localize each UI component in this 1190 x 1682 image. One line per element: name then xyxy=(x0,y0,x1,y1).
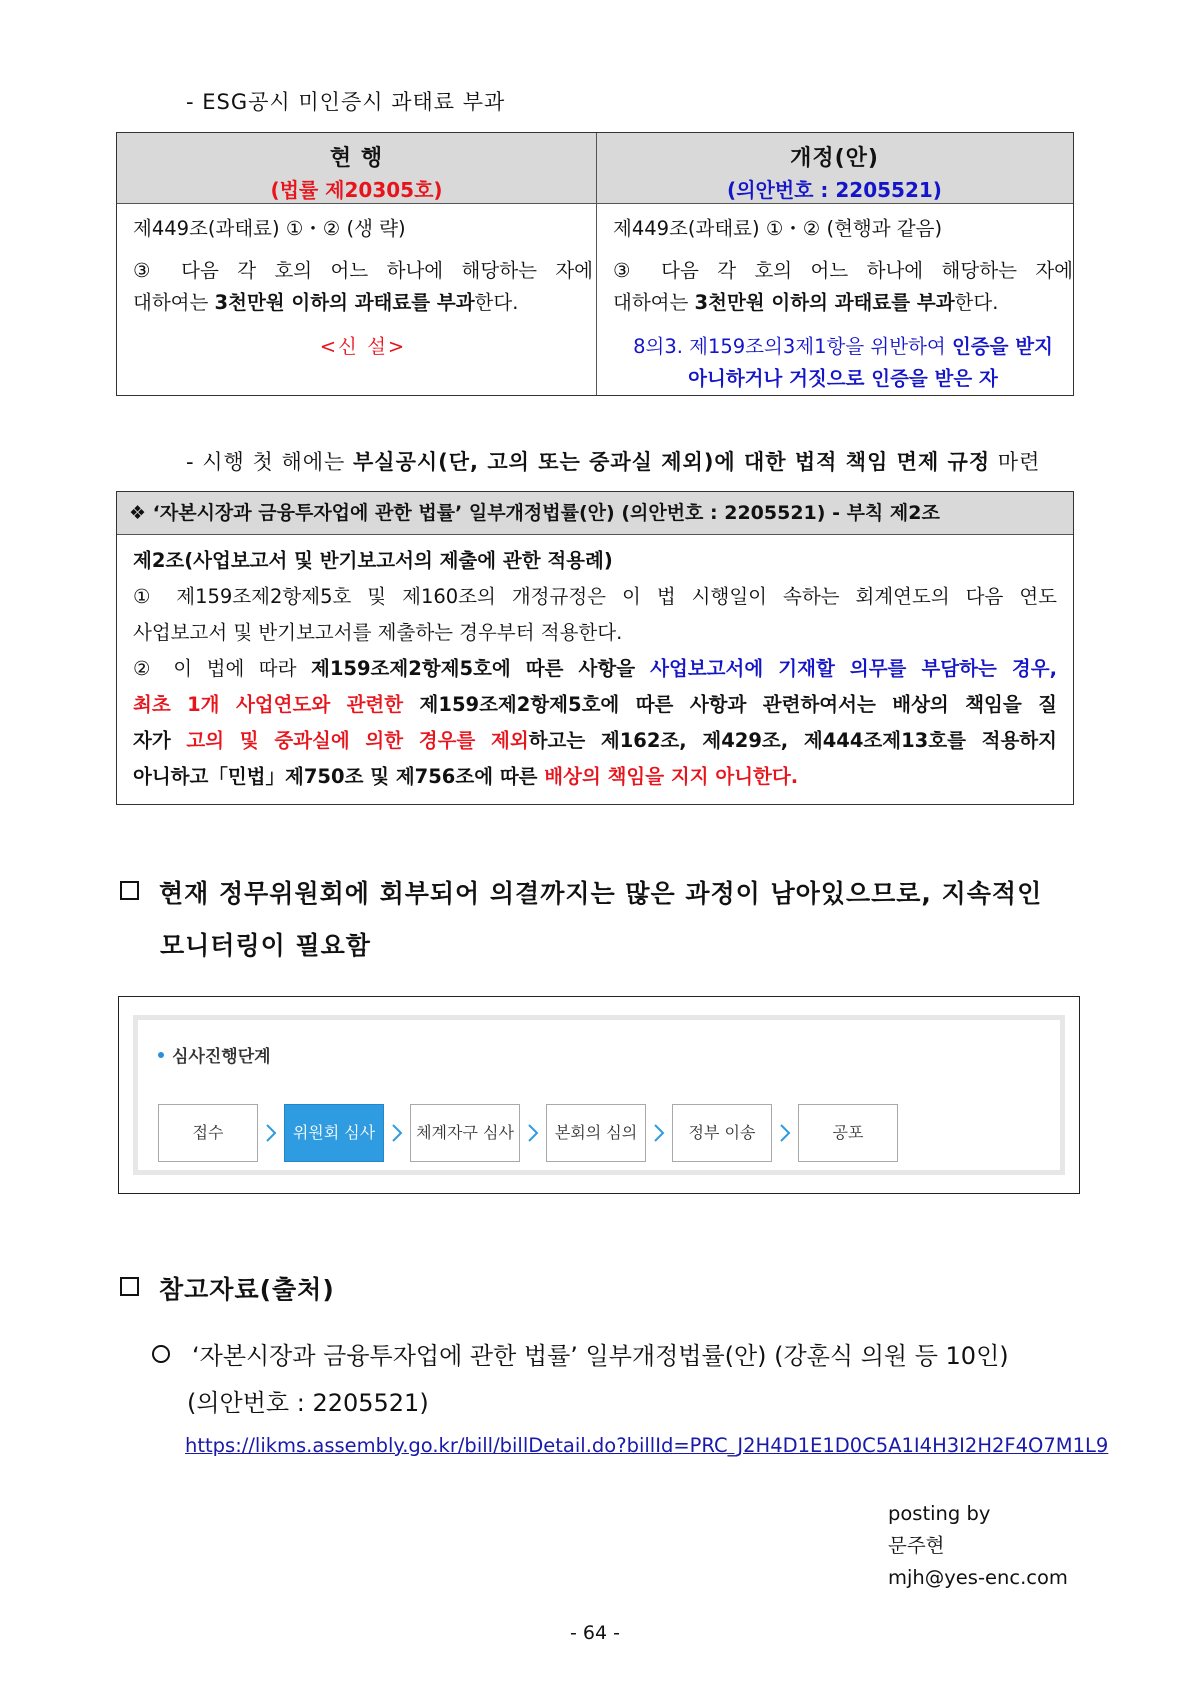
column-divider xyxy=(596,133,597,395)
amendment-header: ❖ ‘자본시장과 금융투자업에 관한 법률’ 일부개정법률(안) (의안번호 : 2205521) - 부칙 제2조 xyxy=(117,492,1073,535)
posting-email: mjh@yes-enc.com xyxy=(888,1566,1068,1589)
references-heading: 참고자료(출처) xyxy=(120,1270,335,1306)
page-number: - 64 - xyxy=(570,1622,620,1644)
amendment-body xyxy=(117,535,1073,795)
para2-line3: 자가 고의 및 중과실에 의한 경우를 제외하고는 제162조, 제429조, 제444조제13호를 적용하지 xyxy=(133,729,1057,752)
intro-line: - ESG공시 미인증시 과태료 부과 xyxy=(186,90,506,114)
current-subtitle: (법률 제20305호) xyxy=(270,178,443,202)
posting-label: posting by xyxy=(888,1502,991,1525)
reference-link[interactable]: https://likms.assembly.go.kr/bill/billDetail.do?billId=PRC_J2H4D1E1D0C5A1I4H3I2H2F4O7M1L9 xyxy=(185,1434,1109,1457)
para2-line4: 아니하고「민법」제750조 및 제756조에 따른 배상의 책임을 지지 아니한다. xyxy=(133,765,799,788)
revised-header xyxy=(596,133,1073,204)
chevron-right-icon xyxy=(652,1116,666,1150)
article-title: 제2조(사업보고서 및 반기보고서의 제출에 관한 적용례) xyxy=(133,549,613,572)
monitoring-heading-line1: 현재 정무위원회에 회부되어 의결까지는 많은 과정이 남아있으므로, 지속적인 xyxy=(120,874,1042,910)
stage-promulgation: 공포 xyxy=(798,1104,898,1162)
chevron-right-icon xyxy=(264,1116,278,1150)
square-bullet-icon xyxy=(120,1277,139,1296)
chevron-right-icon xyxy=(778,1116,792,1150)
comparison-table xyxy=(116,132,1074,396)
posting-block xyxy=(888,1498,1068,1594)
monitoring-heading-line2: 모니터링이 필요함 xyxy=(160,931,371,960)
para2-line2: 최초 1개 사업연도와 관련한 제159조제2항제5호에 따른 사항과 관련하여서는 배상의 책임을 질 xyxy=(133,693,1057,716)
current-cell xyxy=(133,205,593,363)
reference-item-line1: ‘자본시장과 금융투자업에 관한 법률’ 일부개정법률(안) (강훈식 의원 등 10인) xyxy=(152,1336,1009,1371)
reference-item-line2: (의안번호 : 2205521) xyxy=(187,1389,429,1417)
current-para-b: 대하여는 3천만원 이하의 과태료를 부과한다. xyxy=(133,291,519,314)
revised-item-line1: 8의3. 제159조의3제1항을 위반하여 인증을 받지 xyxy=(633,335,1053,358)
stage-plenary: 본회의 심의 xyxy=(546,1104,646,1162)
exemption-sentence: - 시행 첫 해에는 부실공시(단, 고의 또는 중과실 제외)에 대한 법적 책임 면제 규정 마련 xyxy=(186,450,1041,474)
revised-title: 개정(안) xyxy=(790,146,879,171)
review-stage-title: 심사진행단계 xyxy=(158,1042,271,1067)
review-stage-figure xyxy=(118,996,1080,1194)
square-bullet-icon xyxy=(120,881,139,900)
circle-bullet-icon xyxy=(152,1345,170,1363)
para2-line1: ② 이 법에 따라 제159조제2항제5호에 따른 사항을 사업보고서에 기재할 의무를 부담하는 경우, xyxy=(133,657,1057,680)
revised-cell xyxy=(613,205,1073,395)
new-clause-mark: <신 설> xyxy=(319,335,407,358)
current-title: 현 행 xyxy=(329,146,384,171)
stage-transfer-gov: 정부 이송 xyxy=(672,1104,772,1162)
chevron-right-icon xyxy=(526,1116,540,1150)
para1-line2: 사업보고서 및 반기보고서를 제출하는 경우부터 적용한다. xyxy=(133,621,623,644)
review-stage-panel xyxy=(133,1015,1065,1175)
revised-item-line2: 아니하거나 거짓으로 인증을 받은 자 xyxy=(688,367,998,390)
bullet-dot-icon xyxy=(158,1052,164,1058)
posting-name: 문주현 xyxy=(888,1534,945,1557)
current-line1: 제449조(과태료) ①・② (생 략) xyxy=(133,217,406,240)
revised-para-b: 대하여는 3천만원 이하의 과태료를 부과한다. xyxy=(613,291,999,314)
chevron-right-icon xyxy=(390,1116,404,1150)
current-para-a: ③ 다음 각 호의 어느 하나에 해당하는 자에 xyxy=(133,259,593,282)
revised-line1: 제449조(과태료) ①・② (현행과 같음) xyxy=(613,217,943,240)
amendment-box xyxy=(116,491,1074,805)
stage-legal-review: 체계자구 심사 xyxy=(410,1104,520,1162)
revised-para-a: ③ 다음 각 호의 어느 하나에 해당하는 자에 xyxy=(613,259,1073,282)
current-header xyxy=(117,133,596,204)
stage-committee-review: 위원회 심사 xyxy=(284,1104,384,1162)
revised-subtitle: (의안번호 : 2205521) xyxy=(727,178,942,202)
para1-line1: ① 제159조제2항제5호 및 제160조의 개정규정은 이 법 시행일이 속하는 회계연도의 다음 연도 xyxy=(133,585,1057,608)
stage-received: 접수 xyxy=(158,1104,258,1162)
